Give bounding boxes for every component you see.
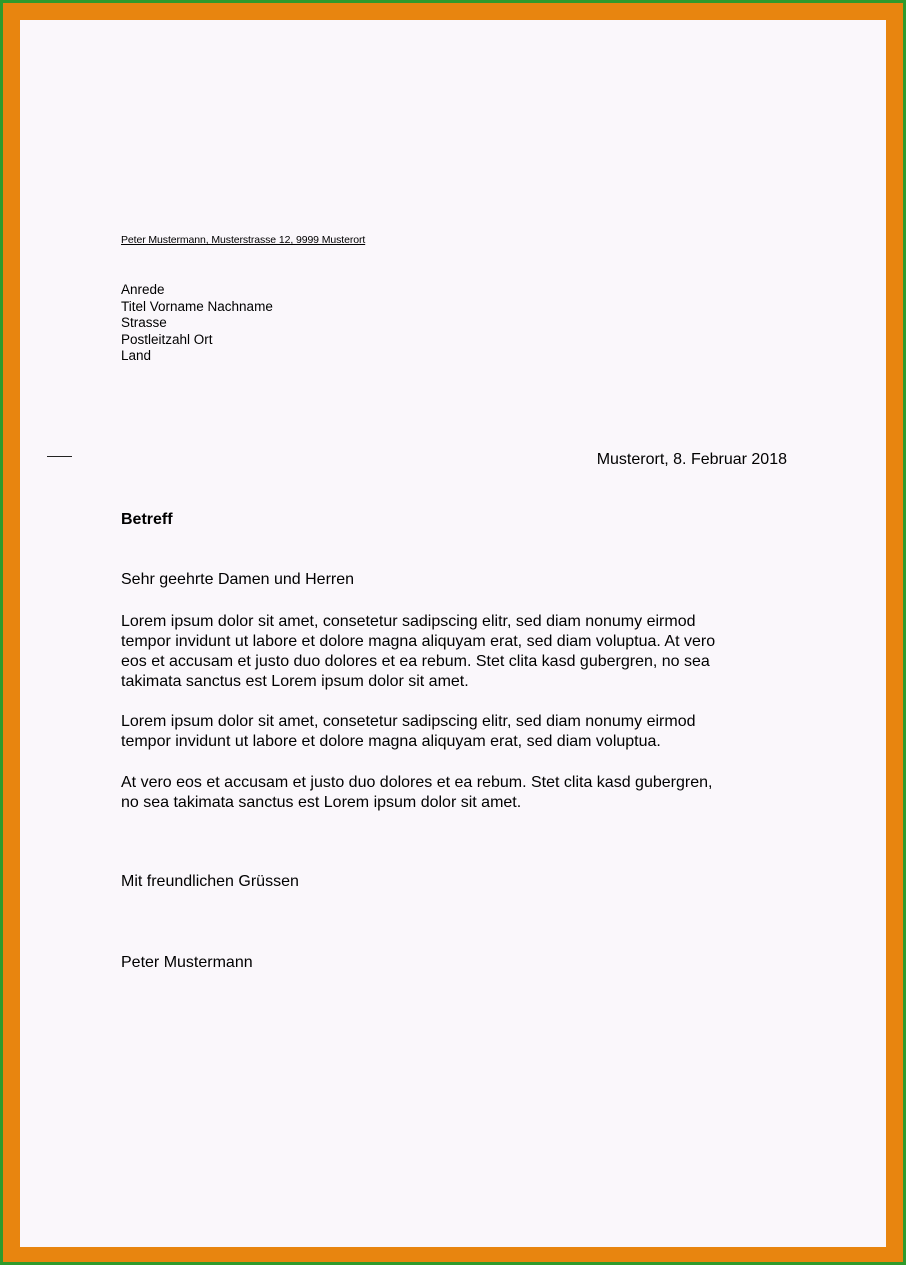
recipient-salutation-field: Anrede (121, 282, 165, 297)
closing-phrase: Mit freundlichen Grüssen (121, 873, 299, 890)
paragraph-line: Lorem ipsum dolor sit amet, consetetur sadipscing elitr, sed diam nonumy eirmod (121, 713, 696, 730)
subject-line: Betreff (121, 511, 173, 528)
sender-address-line: Peter Mustermann, Musterstrasse 12, 9999 Musterort (121, 234, 366, 246)
paragraph-line: no sea takimata sanctus est Lorem ipsum dolor sit amet. (121, 794, 522, 811)
salutation: Sehr geehrte Damen und Herren (121, 571, 355, 588)
date-line: Musterort, 8. Februar 2018 (596, 451, 787, 468)
fold-mark (47, 456, 72, 457)
signature-name: Peter Mustermann (121, 954, 253, 971)
recipient-address-block (121, 282, 273, 365)
paragraph-line: takimata sanctus est Lorem ipsum dolor sit amet. (121, 673, 469, 690)
recipient-street: Strasse (121, 315, 167, 331)
body-paragraph (121, 712, 791, 752)
paragraph-line: At vero eos et accusam et justo duo dolores et ea rebum. Stet clita kasd gubergren, (121, 774, 713, 791)
body-paragraph (121, 612, 791, 692)
paragraph-line: Lorem ipsum dolor sit amet, consetetur sadipscing elitr, sed diam nonumy eirmod (121, 613, 696, 630)
recipient-name: Titel Vorname Nachname (121, 298, 273, 314)
body-paragraph (121, 773, 791, 813)
letter-page (20, 20, 886, 1247)
recipient-postal-city: Postleitzahl Ort (121, 331, 213, 347)
paragraph-line: tempor invidunt ut labore et dolore magna aliquyam erat, sed diam voluptua. (121, 733, 661, 750)
paragraph-line: tempor invidunt ut labore et dolore magna aliquyam erat, sed diam voluptua. At vero (121, 633, 716, 650)
paragraph-line: eos et accusam et justo duo dolores et ea rebum. Stet clita kasd gubergren, no sea (121, 653, 710, 670)
recipient-country: Land (121, 348, 152, 364)
